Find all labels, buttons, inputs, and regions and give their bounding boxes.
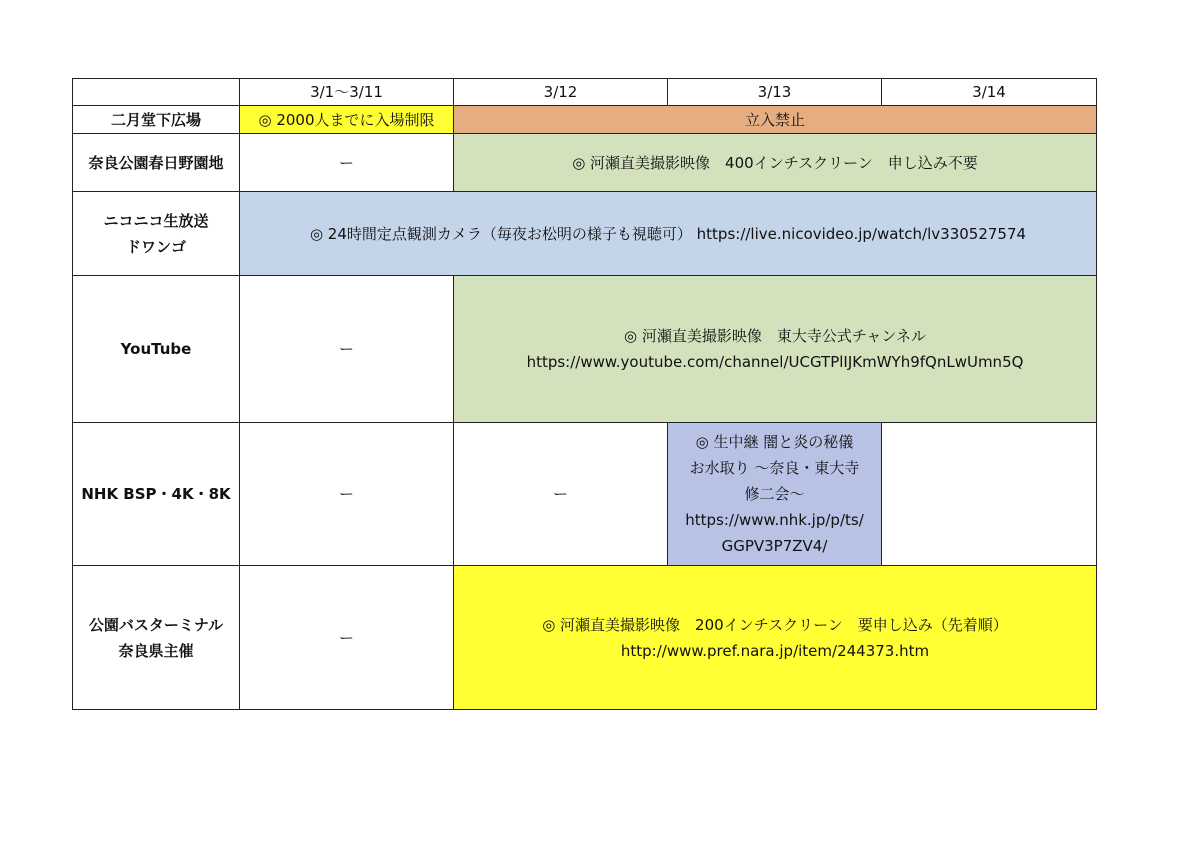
cell-dash: ー bbox=[240, 423, 454, 566]
cell-dash: ー bbox=[240, 134, 454, 192]
row-label-kasugano: 奈良公園春日野園地 bbox=[73, 134, 240, 192]
header-date-1: 3/1〜3/11 bbox=[240, 79, 454, 106]
schedule-table bbox=[72, 78, 1097, 710]
cell-dash: ー bbox=[454, 423, 668, 566]
cell-entry-limit: ◎ 2000人までに入場制限 bbox=[240, 106, 454, 134]
row-label-nhk: NHK BSP・4K・8K bbox=[73, 423, 240, 566]
cell-niconico-stream[interactable]: ◎ 24時間定点観測カメラ（毎夜お松明の様子も視聴可） https://live.nicovideo.jp/watch/lv330527574 bbox=[240, 192, 1097, 276]
cell-bus-terminal-screening[interactable]: ◎ 河瀬直美撮影映像 200インチスクリーン 要申し込み（先着順） http://www.pref.nara.jp/item/244373.htm bbox=[454, 566, 1097, 710]
header-row bbox=[73, 79, 1097, 106]
row-label-bus-terminal: 公園バスターミナル 奈良県主催 bbox=[73, 566, 240, 710]
table-row bbox=[73, 192, 1097, 276]
header-date-3: 3/13 bbox=[668, 79, 882, 106]
table-row bbox=[73, 134, 1097, 192]
row-label-nigatsudo: 二月堂下広場 bbox=[73, 106, 240, 134]
cell-no-entry: 立入禁止 bbox=[454, 106, 1097, 134]
table-row bbox=[73, 423, 1097, 566]
table-row bbox=[73, 566, 1097, 710]
cell-dash: ー bbox=[240, 566, 454, 710]
cell-empty bbox=[882, 423, 1097, 566]
header-date-2: 3/12 bbox=[454, 79, 668, 106]
row-label-niconico: ニコニコ生放送 ドワンゴ bbox=[73, 192, 240, 276]
row-label-youtube: YouTube bbox=[73, 276, 240, 423]
header-date-4: 3/14 bbox=[882, 79, 1097, 106]
cell-kasugano-screening: ◎ 河瀬直美撮影映像 400インチスクリーン 申し込み不要 bbox=[454, 134, 1097, 192]
cell-nhk-live[interactable]: ◎ 生中継 闇と炎の秘儀 お水取り 〜奈良・東大寺 修二会〜 https://www.nhk.jp/p/ts/ GGPV3P7ZV4/ bbox=[668, 423, 882, 566]
cell-dash: ー bbox=[240, 276, 454, 423]
table-row bbox=[73, 106, 1097, 134]
cell-youtube-channel[interactable]: ◎ 河瀬直美撮影映像 東大寺公式チャンネル https://www.youtube.com/channel/UCGTPlIJKmWYh9fQnLwUmn5Q bbox=[454, 276, 1097, 423]
table-row bbox=[73, 276, 1097, 423]
header-blank-cell bbox=[73, 79, 240, 106]
